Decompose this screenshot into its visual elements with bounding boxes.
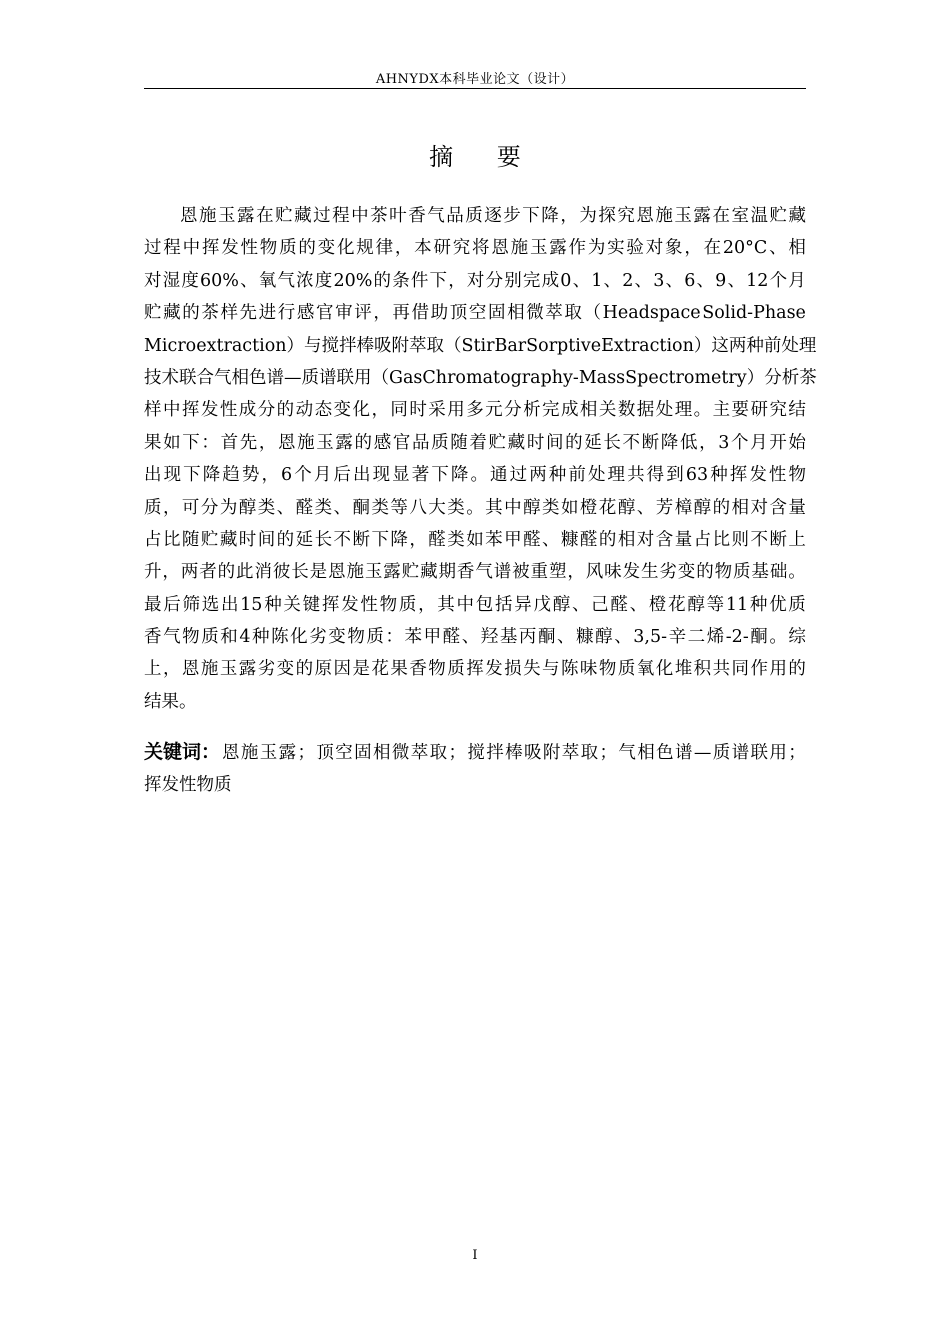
keywords-section: [144, 736, 806, 802]
keywords-line: [144, 769, 806, 802]
abstract-line: 上 ， 恩 施 玉 露 劣 变 的 原 因 是 花 果 香 物 质 挥 发 损 失 与 陈 味 物 质 氧 化 堆 积 共 同 作 用 的: [144, 659, 806, 680]
abstract-body: [144, 200, 817, 718]
abstract-line: 出 现 下 降 趋 势 ， 6 个 月 后 出 现 显 著 下 降 。 通 过 两 种 前 处 理 共 得 到 63 种 挥 发 性 物: [144, 465, 806, 486]
abstract-line: 占 比 随 贮 藏 时 间 的 延 长 不 断 下 降 ， 醛 类 如 苯 甲 醛 、 糠 醛 的 相 对 含 量 占 比 则 不 断 上: [144, 529, 806, 550]
running-header: AHNYDX本科毕业论文（设计）: [375, 72, 575, 87]
keywords-text-line2: 挥发性物质: [144, 775, 232, 795]
abstract-line: 果 如 下 ： 首 先 ， 恩 施 玉 露 的 感 官 品 质 随 着 贮 藏 时 间 的 延 长 不 断 降 低 ， 3 个 月 开 始: [144, 432, 806, 453]
page-number: I: [472, 1248, 478, 1263]
abstract-line: 最 后 筛 选 出 15 种 关 键 挥 发 性 物 质 ， 其 中 包 括 异 戊 醇 、 己 醛 、 橙 花 醇 等 11 种 优 质: [144, 594, 806, 615]
keywords-group: [144, 736, 220, 769]
keywords-line: [144, 736, 806, 769]
abstract-line: 升 ， 两 者 的 此 消 彼 长 是 恩 施 玉 露 贮 藏 期 香 气 谱 被 重 塑 ， 风 味 发 生 劣 变 的 物 质 基 础 。: [144, 562, 806, 583]
abstract-line: 贮 藏 的 茶 样 先 进 行 感 官 审 评 ， 再 借 助 顶 空 固 相 微 萃 取 （ Headspace Solid-Phase: [144, 303, 806, 324]
abstract-line: 香 气 物 质 和 4 种 陈 化 劣 变 物 质 ： 苯 甲 醛 、 羟 基 丙 酮 、 糠 醇 、 3,5- 辛 二 烯 -2- 酮 。 综: [144, 627, 806, 648]
keywords-label: 关键词：: [144, 741, 221, 763]
abstract-line: 样 中 挥 发 性 成 分 的 动 态 变 化 ， 同 时 采 用 多 元 分 析 完 成 相 关 数 据 处 理 。 主 要 研 究 结: [144, 400, 806, 421]
abstract-line: Microextraction ） 与 搅 拌 棒 吸 附 萃 取 （ Stir Bar Sorptive Extraction ） 这 两 种 前 处 理: [144, 335, 817, 356]
header-rule: [144, 88, 806, 89]
abstract-line: 质 ， 可 分 为 醇 类 、 醛 类 、 酮 类 等 八 大 类 。 其 中 醇 类 如 橙 花 醇 、 芳 樟 醇 的 相 对 含 量: [144, 497, 806, 518]
keywords-text-line1: 恩 施 玉 露 ； 顶 空 固 相 微 萃 取 ； 搅 拌 棒 吸 附 萃 取 ； 气 相 色 谱 — 质 谱 联 用 ；: [222, 743, 806, 763]
abstract-line: 技 术 联 合 气 相 色 谱 — 质 谱 联 用 （ Gas Chromatography-Mass Spectrometry ） 分 析 茶: [144, 367, 817, 388]
abstract-line: 结果。: [144, 691, 197, 712]
abstract-line: 恩 施 玉 露 在 贮 藏 过 程 中 茶 叶 香 气 品 质 逐 步 下 降 ， 为 探 究 恩 施 玉 露 在 室 温 贮 藏: [180, 206, 806, 226]
abstract-line: 过 程 中 挥 发 性 物 质 的 变 化 规 律 ， 本 研 究 将 恩 施 玉 露 作 为 实 验 对 象 ， 在 20°C 、 相: [144, 238, 806, 259]
abstract-line: 对 湿 度 60% 、 氧 气 浓 度 20% 的 条 件 下 ， 对 分 别 完 成 0 、 1 、 2 、 3 、 6 、 9 、 12 个 月: [144, 270, 806, 291]
page-title: 摘 要: [429, 143, 539, 171]
